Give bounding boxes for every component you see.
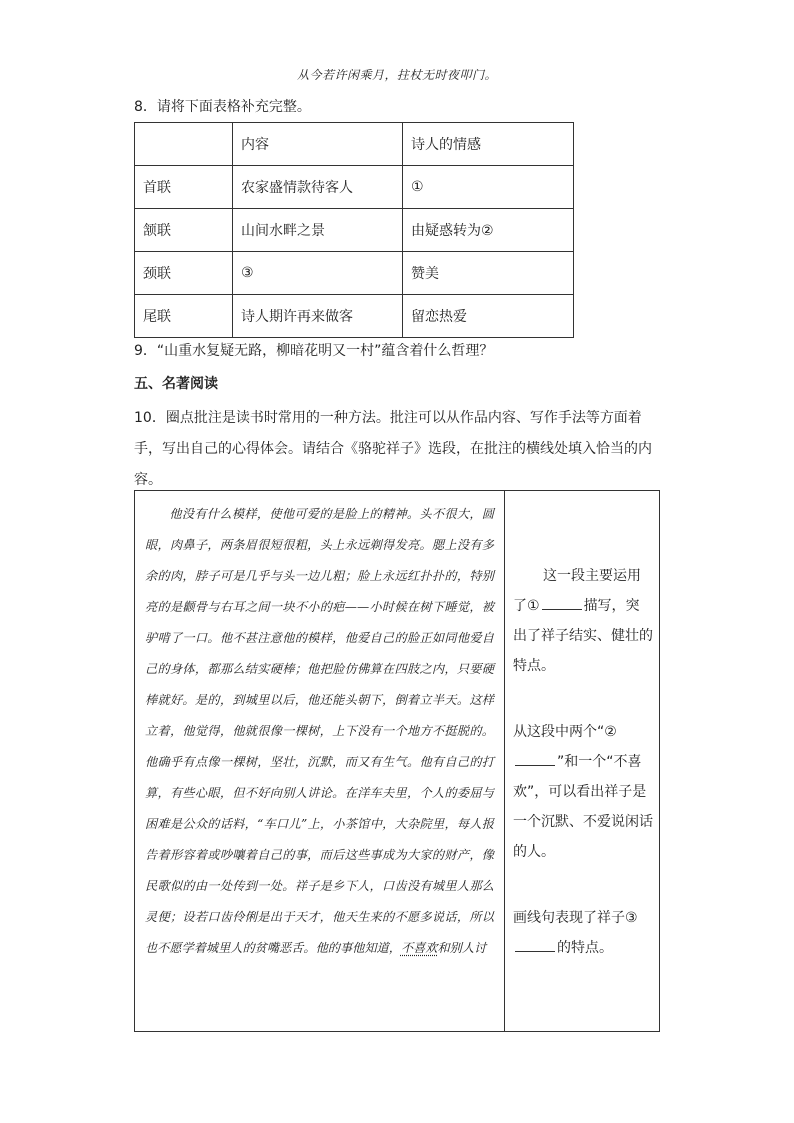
table-row bbox=[135, 209, 574, 252]
poem-analysis-table bbox=[134, 122, 574, 338]
table-cell: 留恋热爱 bbox=[403, 295, 574, 338]
table-row bbox=[135, 166, 574, 209]
table-cell: 农家盛情款待客人 bbox=[233, 166, 403, 209]
table-cell: ① bbox=[403, 166, 574, 209]
annotation-2-pre: 从这段中两个“ bbox=[513, 724, 605, 740]
annotation-3-post: 的特点。 bbox=[557, 940, 613, 956]
table-header-cell bbox=[135, 123, 233, 166]
table-header-row bbox=[135, 123, 574, 166]
table-cell: ③ bbox=[233, 252, 403, 295]
table-cell: 山间水畔之景 bbox=[233, 209, 403, 252]
annotation-1-post: 描写，突出了祥子结实、健壮的特点。 bbox=[513, 598, 653, 674]
answer-blank-2[interactable] bbox=[515, 750, 555, 766]
table-cell: 由疑惑转为② bbox=[403, 209, 574, 252]
reading-annotation-box bbox=[134, 490, 660, 1032]
question-10-prompt: 10．圈点批注是读书时常用的一种方法。批注可以从作品内容、写作手法等方面着手，写出自己的心得体会。请结合《骆驼祥子》选段，在批注的横线处填入恰当的内容。 bbox=[134, 410, 652, 488]
table-cell: 尾联 bbox=[135, 295, 233, 338]
passage-dotted-emphasis: 不喜欢 bbox=[400, 941, 438, 955]
annotation-2-post: ”和一个“不喜欢”，可以看出祥子是一个沉默、不爱说闲话的人。 bbox=[513, 754, 653, 860]
question-8-prompt: 8．请将下面表格补充完整。 bbox=[134, 99, 311, 115]
section-title: 五、名著阅读 bbox=[134, 376, 218, 392]
annotation-1-pre: 这一段主要运用了 bbox=[513, 568, 641, 614]
answer-blank-3[interactable] bbox=[515, 936, 555, 952]
passage-tail: 和别人讨 bbox=[437, 941, 487, 955]
table-cell: 首联 bbox=[135, 166, 233, 209]
question-9-prompt: 9．“山重水复疑无路，柳暗花明又一村”蕴含着什么哲理？ bbox=[134, 343, 494, 359]
table-header-cell: 内容 bbox=[233, 123, 403, 166]
annotation-2 bbox=[513, 717, 653, 867]
table-cell: 诗人期许再来做客 bbox=[233, 295, 403, 338]
annotation-3-number: ③ bbox=[625, 910, 638, 926]
annotation-1 bbox=[513, 561, 653, 681]
table-cell: 赞美 bbox=[403, 252, 574, 295]
passage-text bbox=[135, 491, 505, 1031]
table-cell: 颈联 bbox=[135, 252, 233, 295]
table-row bbox=[135, 252, 574, 295]
annotation-1-number: ① bbox=[527, 598, 540, 614]
annotation-3 bbox=[513, 903, 653, 963]
table-header-cell: 诗人的情感 bbox=[403, 123, 574, 166]
annotation-3-pre: 画线句表现了祥子 bbox=[513, 910, 625, 926]
annotation-2-number: ② bbox=[604, 724, 617, 740]
passage-main: 他没有什么模样，使他可爱的是脸上的精神。头不很大，圆眼，肉鼻子，两条眉很短很粗，头上永远剃得发亮。腮上没有多余的肉，脖子可是几乎与头一边儿粗；脸上永远红扑扑的，特别亮的是颧骨与右耳之间一块不小的疤——小时候在树下睡觉，被驴啃了一口。他不甚注意他的模样，他爱自己的脸正如同他爱自己的身体，都那么结实硬棒；他把脸仿佛算在四肢之内，只要硬棒就好。是的，到城里以后，他还能头朝下，倒着立半天。这样立着，他觉得，他就很像一棵树，上下没有一个地方不挺脱的。他确乎有点像一棵树，坚壮，沉默，而又有生气。他有自己的打算，有些心眼，但不好向别人讲论。在洋车夫里，个人的委屈与困难是公众的话料，“车口儿”上，小茶馆中，大杂院里，每人报告着形容着或吵嚷着自己的事，而后这些事成为大家的财产，像民歌似的由一处传到一处。祥子是乡下人，口齿没有城里人那么灵便；设若口齿伶俐是出于天才，他天生来的不愿多说话，所以也不愿学着城里人的贫嘴恶舌。他的事他知道， bbox=[145, 507, 494, 955]
verse-line: 从今若许闲乘月，拄杖无时夜叩门。 bbox=[296, 68, 497, 82]
table-cell: 颔联 bbox=[135, 209, 233, 252]
table-row bbox=[135, 295, 574, 338]
answer-blank-1[interactable] bbox=[542, 594, 582, 610]
